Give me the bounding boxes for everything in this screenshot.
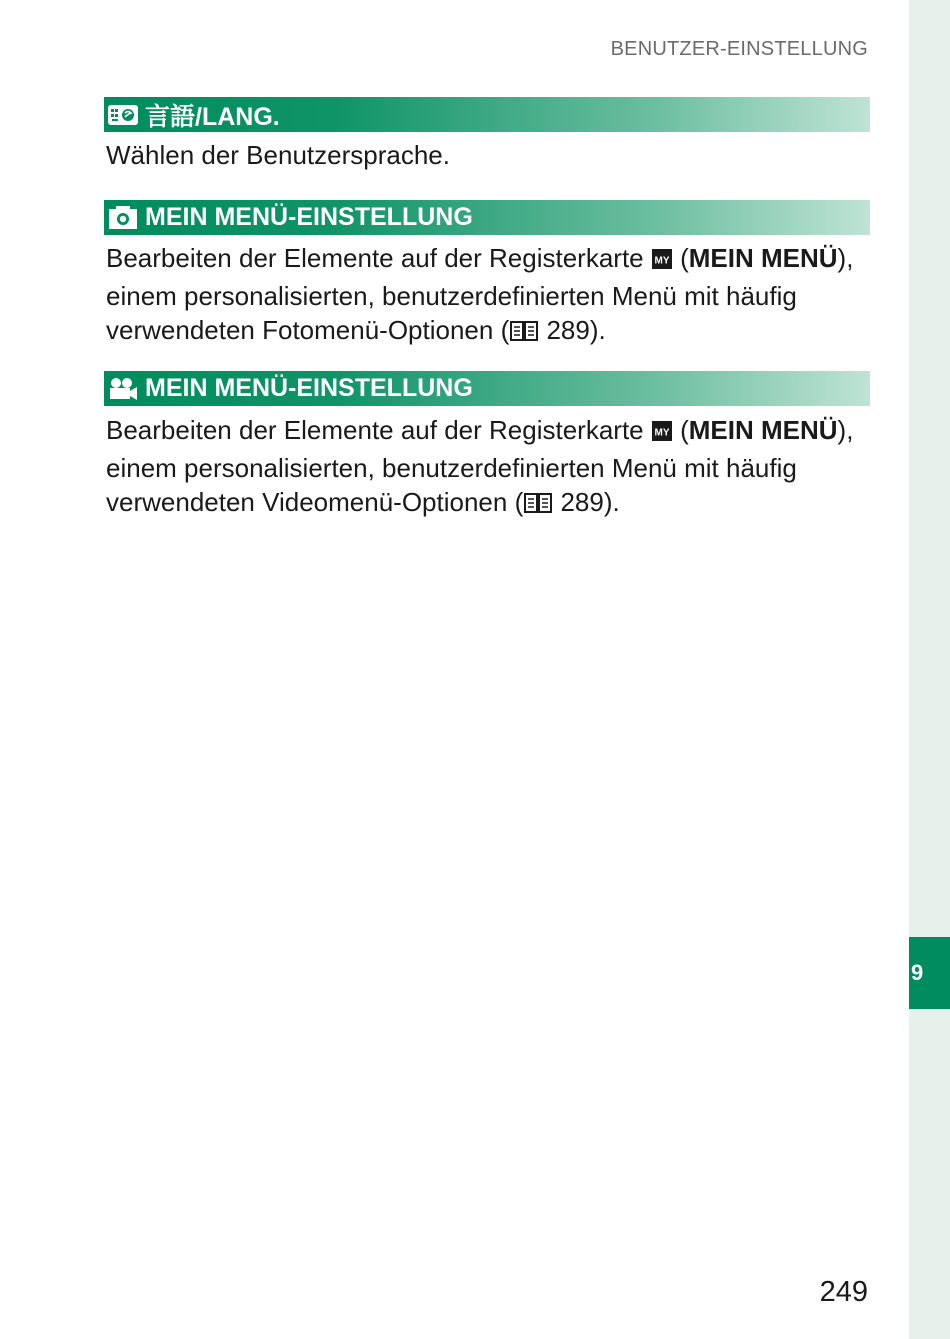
my-menu-icon [651,416,673,451]
svg-text:MY: MY [654,255,670,267]
my-menu-icon [651,244,673,279]
section-title: MEIN MENÜ-EINSTELLUNG [145,374,473,402]
section-title: 言語/LANG. [145,102,280,131]
section-body: Wählen der Benutzersprache. [106,140,450,170]
section-header-language [104,97,870,132]
section-title: MEIN MENÜ-EINSTELLUNG [145,203,473,231]
language-setup-icon [107,104,139,126]
section-header-my-menu-photo [104,200,870,235]
chapter-number: 9 [911,960,924,985]
running-head: BENUTZER-EINSTELLUNG [610,38,868,60]
book-icon [523,488,553,523]
still-camera-icon [107,206,139,230]
side-strip [909,0,950,1339]
svg-text:MY: MY [654,427,670,439]
page-number: 249 [819,1276,868,1308]
chapter-tab [909,937,950,1009]
section-body: Bearbeiten der Elemente auf der Registerkarte MY (MEIN MENÜ), einem personalisierten, benutzerdefinierten Menü mit häufig verwendeten Videomenü-Optionen ( 289). [106,413,876,523]
section-body: Bearbeiten der Elemente auf der Registerkarte MY (MEIN MENÜ), einem personalisierten, benutzerdefinierten Menü mit häufig verwendeten Fotomenü-Optionen ( 289). [106,241,876,351]
page-reference[interactable]: 289 [546,315,590,345]
section-header-my-menu-movie [104,371,870,406]
book-icon [509,316,539,351]
movie-camera-icon [107,377,139,401]
page-reference[interactable]: 289 [560,487,604,517]
